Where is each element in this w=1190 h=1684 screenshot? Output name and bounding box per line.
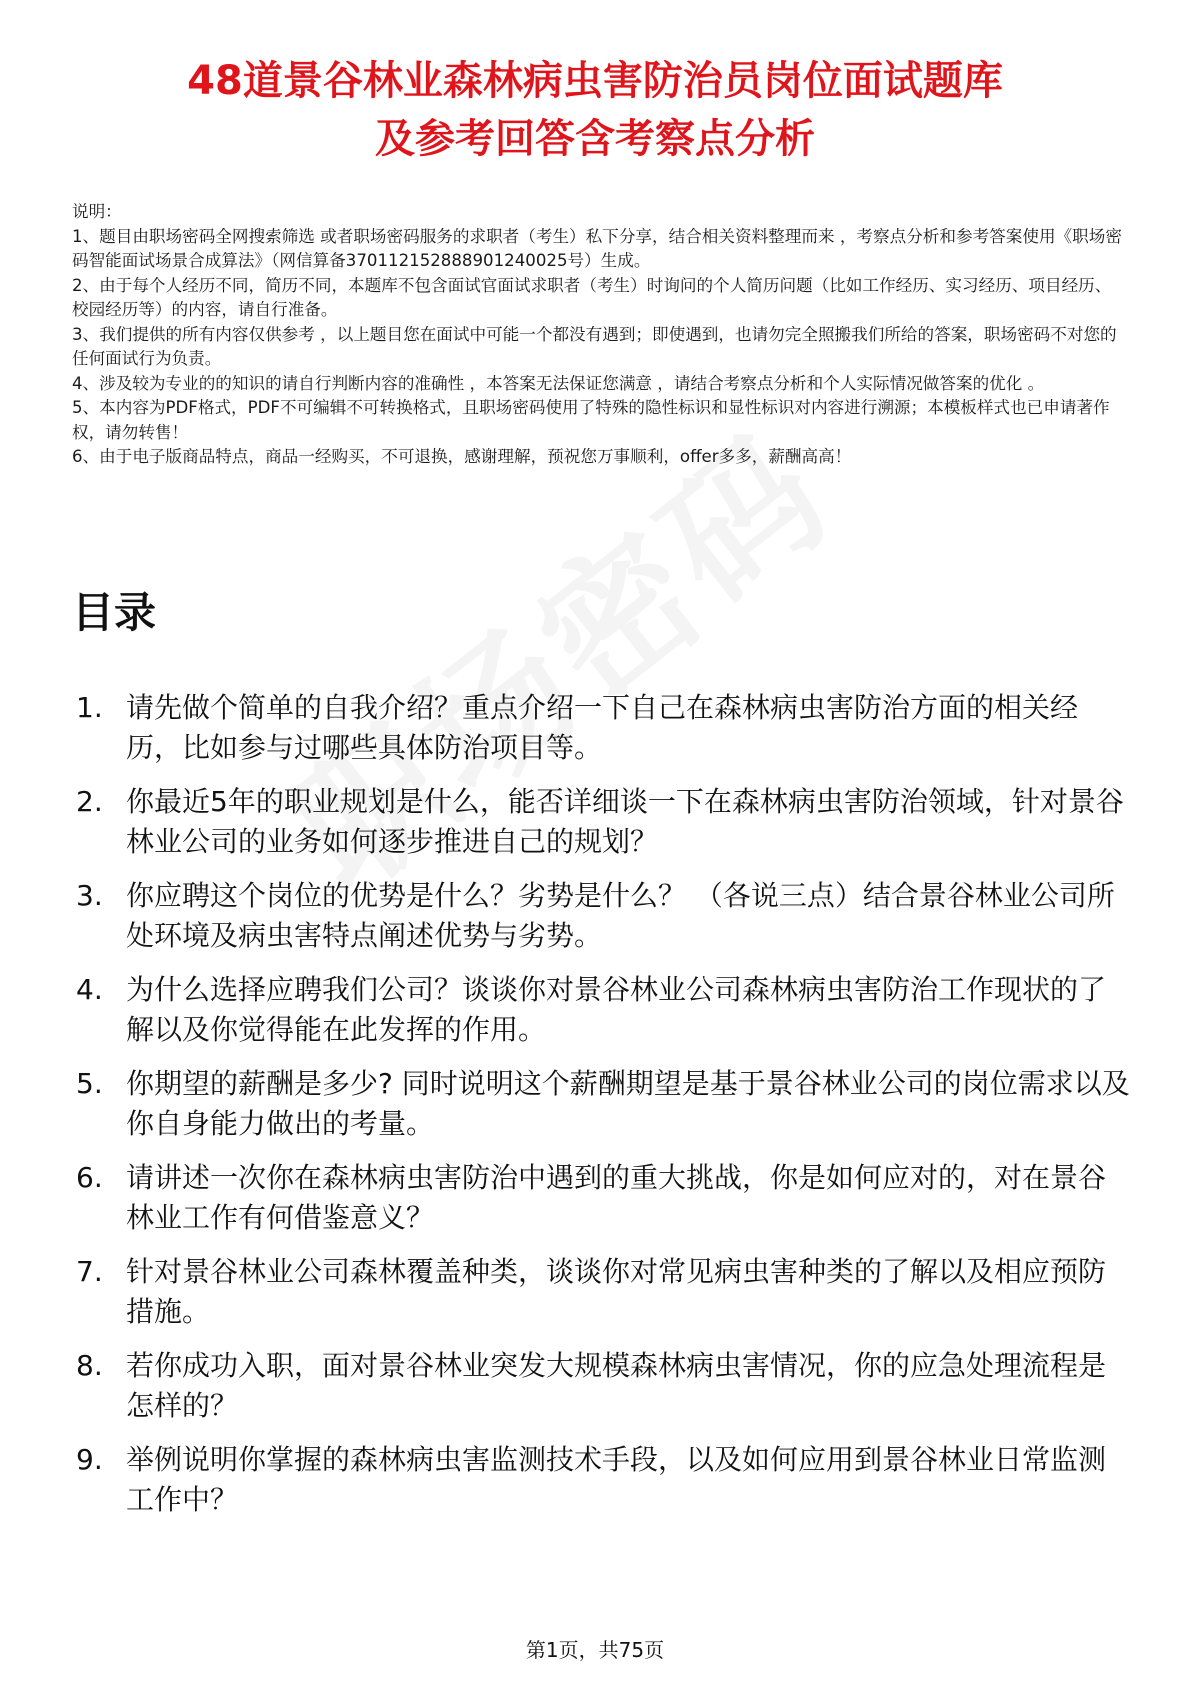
note-item: 1、题目由职场密码全网搜索筛选 或者职场密码服务的求职者（考生）私下分享，结合相关资料整理而来 ，考察点分析和参考答案使用《职场密码智能面试场景合成算法》（网信算备370112152888901240025号）生成。: [72, 226, 1122, 270]
toc-item[interactable]: [72, 1346, 1132, 1440]
title-line-2: 及参考回答含考察点分析: [375, 116, 815, 162]
note-item: 6、由于电子版商品特点，商品一经购买，不可退换，感谢理解，预祝您万事顺利，offer多多，薪酬高高！: [72, 447, 852, 466]
toc-item-text: 举例说明你掌握的森林病虫害监测技术手段，以及如何应用到景谷林业日常监测工作中？: [126, 1443, 1107, 1516]
title-line-1: 48道景谷林业森林病虫害防治员岗位面试题库: [187, 58, 1003, 104]
toc-item-number: 5.: [76, 1067, 103, 1100]
note-item: 3、我们提供的所有内容仅供参考 ，以上题目您在面试中可能一个都没有遇到；即使遇到，也请勿完全照搬我们所给的答案，职场密码不对您的任何面试行为负责。: [72, 324, 1117, 368]
notes-heading: 说明：: [72, 202, 122, 221]
toc-item-number: 6.: [76, 1161, 103, 1194]
toc-item-number: 9.: [76, 1443, 103, 1476]
toc-item[interactable]: [72, 970, 1132, 1064]
note-item: 2、由于每个人经历不同，简历不同，本题库不包含面试官面试求职者（考生）时询问的个人简历问题（比如工作经历、实习经历、项目经历、校园经历等）的内容，请自行准备。: [72, 275, 1112, 319]
toc-item-text: 请先做个简单的自我介绍？重点介绍一下自己在森林病虫害防治方面的相关经历，比如参与过哪些具体防治项目等。: [126, 691, 1079, 764]
toc-item-text: 你应聘这个岗位的优势是什么？劣势是什么？ （各说三点）结合景谷林业公司所处环境及病虫害特点阐述优势与劣势。: [126, 879, 1115, 952]
toc-list: [72, 688, 1132, 1534]
note-item: 5、本内容为PDF格式，PDF不可编辑不可转换格式，且职场密码使用了特殊的隐性标识和显性标识对内容进行溯源；本模板样式也已申请著作权，请勿转售！: [72, 398, 1110, 442]
toc-heading: 目录: [72, 588, 157, 637]
toc-item-number: 3.: [76, 879, 103, 912]
toc-item-number: 1.: [76, 691, 103, 724]
toc-item[interactable]: [72, 688, 1132, 782]
toc-item-text: 若你成功入职，面对景谷林业突发大规模森林病虫害情况，你的应急处理流程是怎样的？: [126, 1349, 1107, 1422]
toc-item-number: 4.: [76, 973, 103, 1006]
toc-item[interactable]: [72, 876, 1132, 970]
toc-item-text: 你期望的薪酬是多少? 同时说明这个薪酬期望是基于景谷林业公司的岗位需求以及你自身能力做出的考量。: [126, 1067, 1130, 1140]
toc-item-number: 8.: [76, 1349, 103, 1382]
toc-item-text: 请讲述一次你在森林病虫害防治中遇到的重大挑战，你是如何应对的，对在景谷林业工作有何借鉴意义？: [126, 1161, 1107, 1234]
page-number-footer: 第1页，共75页: [525, 1638, 665, 1662]
toc-item[interactable]: [72, 1252, 1132, 1346]
toc-item[interactable]: [72, 1064, 1132, 1158]
document-title: [40, 52, 1150, 168]
toc-item-number: 2.: [76, 785, 103, 818]
toc-item-number: 7.: [76, 1255, 103, 1288]
toc-item-text: 为什么选择应聘我们公司？谈谈你对景谷林业公司森林病虫害防治工作现状的了解以及你觉得能在此发挥的作用。: [126, 973, 1107, 1046]
note-item: 4、涉及较为专业的的知识的请自行判断内容的准确性 ，本答案无法保证您满意 ，请结合考察点分析和个人实际情况做答案的优化 。: [72, 373, 1045, 393]
toc-item-text: 你最近5年的职业规划是什么，能否详细谈一下在森林病虫害防治领域，针对景谷林业公司的业务如何逐步推进自己的规划？: [126, 785, 1124, 858]
toc-item[interactable]: [72, 782, 1132, 876]
toc-item[interactable]: [72, 1158, 1132, 1252]
toc-item-text: 针对景谷林业公司森林覆盖种类，谈谈你对常见病虫害种类的了解以及相应预防措施。: [126, 1255, 1107, 1328]
notes-section: [72, 200, 1122, 470]
toc-item[interactable]: [72, 1440, 1132, 1534]
